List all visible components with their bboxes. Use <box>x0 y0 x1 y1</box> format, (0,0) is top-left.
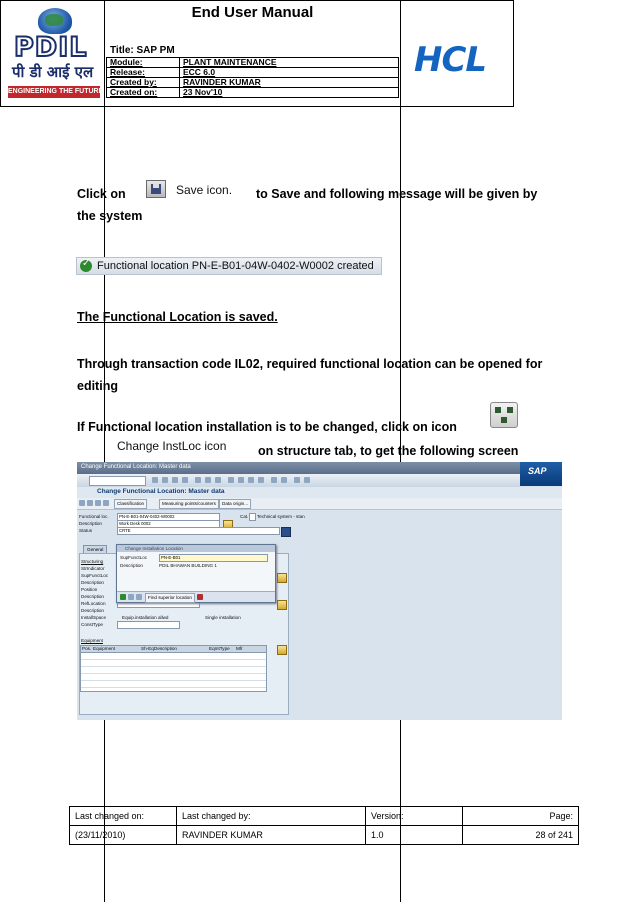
document-header <box>0 0 514 107</box>
popup-description-value: PDIL BHAWAN BUILDING 1 <box>159 563 217 568</box>
meta-key: Created by: <box>107 78 180 88</box>
status-field: CRTE <box>117 527 280 535</box>
category-value: Technical system - stan <box>257 514 305 519</box>
instloc-line: If Functional location installation is to be changed, click on icon <box>77 420 457 434</box>
shortcut-icon[interactable] <box>281 477 287 483</box>
table-row[interactable] <box>81 681 266 688</box>
save-sentence-line2: the system <box>77 209 143 223</box>
category-label: Cat. <box>240 514 249 519</box>
meta-value: 23 Nov'10 <box>180 88 399 98</box>
supfloc-field[interactable]: PN-E-B01 <box>159 554 268 562</box>
grid-header-cell: Description <box>154 646 177 651</box>
footer-label: Last changed by: <box>177 807 366 826</box>
functional-loc-label: Functional loc. <box>79 514 109 519</box>
print-icon[interactable] <box>195 477 201 483</box>
measuring-points-button[interactable]: Measuring points/counters <box>159 499 219 509</box>
classification-button[interactable]: Classification <box>114 499 147 509</box>
footer-label: Page: <box>463 807 579 826</box>
refresh-icon[interactable] <box>128 594 134 600</box>
back-icon[interactable] <box>162 477 168 483</box>
sap-application-toolbar <box>77 498 562 510</box>
equip-allowed-label: Equip.installation allwd <box>122 615 169 620</box>
structure-label: StrIndicator <box>81 566 105 571</box>
success-check-icon <box>80 260 92 272</box>
next-page-icon[interactable] <box>248 477 254 483</box>
sap-screen-title: Change Functional Location: Master data <box>97 488 225 495</box>
table-row[interactable] <box>81 653 266 660</box>
hcl-logo-word: HCL <box>414 40 487 80</box>
meta-row <box>107 78 399 88</box>
footer-label: Last changed on: <box>70 807 177 826</box>
previous-page-icon[interactable] <box>238 477 244 483</box>
document-title: End User Manual <box>191 4 314 21</box>
data-origin-button[interactable]: Data origin... <box>219 499 251 509</box>
structure-icon[interactable] <box>95 500 101 506</box>
sap-standard-toolbar <box>77 474 520 488</box>
header-meta-table <box>106 57 399 98</box>
structure-label: Description <box>81 580 104 585</box>
structure-label: RefLocation <box>81 601 106 606</box>
header-divider <box>104 0 105 902</box>
find-next-icon[interactable] <box>215 477 221 483</box>
equipment-section-title: Equipment <box>81 638 103 643</box>
structure-label: Position <box>81 587 98 592</box>
meta-value: RAVINDER KUMAR <box>180 78 399 88</box>
help-icon[interactable] <box>294 477 300 483</box>
sap-logo: SAP <box>520 462 562 486</box>
edit-icon[interactable] <box>277 573 287 583</box>
document-footer <box>69 806 579 845</box>
structure-tab-line: on structure tab, to get the following screen <box>258 444 519 458</box>
layout-icon[interactable] <box>304 477 310 483</box>
meta-row <box>107 58 399 68</box>
other-object-icon[interactable] <box>87 500 93 506</box>
pdil-logo <box>8 6 104 98</box>
edit-icon[interactable] <box>277 600 287 610</box>
meta-row <box>107 88 399 98</box>
equipment-grid-header <box>81 646 266 653</box>
structure-label: Description <box>81 594 104 599</box>
popup-button-bar <box>117 591 275 602</box>
grid-header-cell: Pos. <box>82 646 92 651</box>
table-row[interactable] <box>81 674 266 681</box>
pdil-logo-hindi: पी डी आई एल <box>12 63 94 81</box>
change-instloc-popup <box>116 544 276 603</box>
popup-description-label: Description <box>120 563 143 568</box>
il02-line1: Through transaction code IL02, required functional location can be opened for <box>77 357 543 371</box>
saved-heading: The Functional Location is saved. <box>77 310 278 324</box>
find-superior-location-button[interactable]: Find superior location <box>145 593 195 603</box>
description-label: Description <box>79 521 102 526</box>
close-icon[interactable] <box>197 594 203 600</box>
document-subtitle: Title: SAP PM <box>110 45 175 56</box>
structure-label: SupFunctLoc <box>81 573 109 578</box>
footer-value: RAVINDER KUMAR <box>177 826 366 845</box>
display-change-icon[interactable] <box>79 500 85 506</box>
sap-window-titlebar <box>77 462 562 474</box>
structure-label: ConstType <box>81 622 103 627</box>
description-field[interactable]: Work Desk 0002 <box>117 520 220 528</box>
footer-value: 1.0 <box>366 826 463 845</box>
grid-header-cell: EqmtType <box>209 646 230 651</box>
consttype-field[interactable] <box>117 621 180 629</box>
equipment-grid <box>80 645 267 692</box>
structure-label: InstallSpace <box>81 615 107 620</box>
find-icon[interactable] <box>205 477 211 483</box>
status-message-text: Functional location PN-E-B01-04W-0402-W0002 created <box>97 260 374 272</box>
save-sentence: to Save and following message will be given by <box>256 187 538 201</box>
first-page-icon[interactable] <box>228 477 234 483</box>
table-row[interactable] <box>81 660 266 667</box>
change-instloc-icon <box>490 402 518 428</box>
meta-key: Module: <box>107 58 180 68</box>
functional-loc-field[interactable]: PN-E-B01-04W-0402-W0002 <box>117 513 220 521</box>
popup-title: Change Installation Location <box>125 546 183 551</box>
structure-label: Description <box>81 608 104 613</box>
grid-header-cell: Mfr <box>236 646 243 651</box>
structure-icon[interactable] <box>136 594 142 600</box>
status-label: Status <box>79 528 93 533</box>
pdil-logo-tagline: ENGINEERING THE FUTURE <box>8 86 100 98</box>
save-icon <box>146 180 166 198</box>
tab-general[interactable]: General <box>83 545 107 554</box>
meta-value: PLANT MAINTENANCE <box>180 58 399 68</box>
grid-header-cell: Equipment <box>93 646 115 651</box>
table-row[interactable] <box>81 667 266 674</box>
pdil-logo-word: PDIL <box>14 32 88 63</box>
click-on-text: Click on <box>77 187 126 201</box>
sap-window-title: Change Functional Location: Master data <box>81 464 191 470</box>
meta-key: Release: <box>107 68 180 78</box>
save-icon[interactable] <box>152 477 158 483</box>
meta-row <box>107 68 399 78</box>
edit-icon[interactable] <box>277 645 287 655</box>
meta-value: ECC 6.0 <box>180 68 399 78</box>
grid-header-cell: Sh-Eq <box>141 646 154 651</box>
footer-label-row <box>70 807 579 826</box>
footer-value-row <box>70 826 579 845</box>
sap-screen-title-bar <box>77 487 562 498</box>
category-checkbox[interactable] <box>249 513 256 521</box>
popup-titlebar <box>117 545 275 552</box>
footer-value: (23/11/2010) <box>70 826 177 845</box>
supfloc-label: SupFunctLoc <box>120 555 148 560</box>
last-page-icon[interactable] <box>258 477 264 483</box>
cancel-icon[interactable] <box>182 477 188 483</box>
exit-icon[interactable] <box>172 477 178 483</box>
globe-icon <box>38 8 72 34</box>
footer-value: 28 of 241 <box>463 826 579 845</box>
il02-line2: editing <box>77 379 118 393</box>
new-session-icon[interactable] <box>271 477 277 483</box>
hierarchy-icon[interactable] <box>103 500 109 506</box>
command-field[interactable] <box>89 476 146 486</box>
confirm-check-icon[interactable] <box>120 594 126 600</box>
sap-screenshot <box>77 462 562 720</box>
footer-label: Version: <box>366 807 463 826</box>
save-icon-label: Save icon. <box>176 183 233 197</box>
meta-key: Created on: <box>107 88 180 98</box>
status-bar-message <box>76 257 382 275</box>
hcl-logo <box>407 8 507 96</box>
single-installation-label: Single installation <box>205 615 241 620</box>
structure-label: Structuring <box>81 559 104 564</box>
instloc-icon-label: Change InstLoc icon <box>117 439 227 453</box>
status-info-icon[interactable] <box>281 527 291 537</box>
